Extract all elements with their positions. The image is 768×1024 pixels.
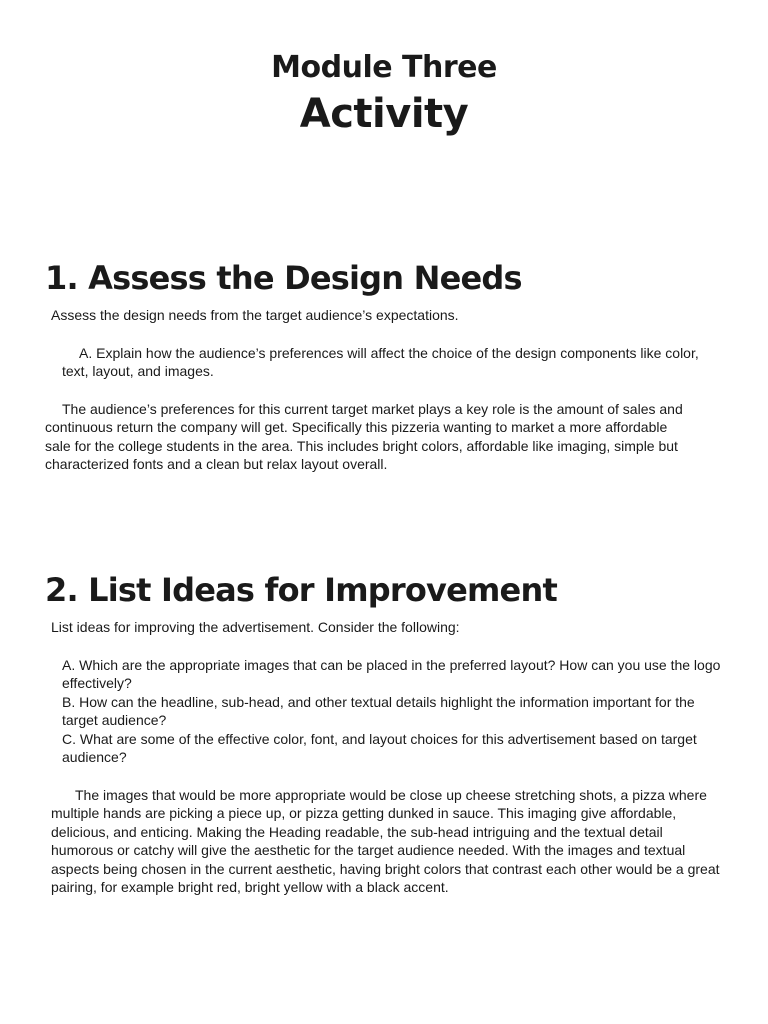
question-list [0, 656, 722, 767]
question-c: C. What are some of the effective color, font, and layout choices for this advertisement based on target audience? [62, 730, 697, 765]
section-intro: Assess the design needs from the target audience’s expectations. [51, 307, 459, 323]
question-a: A. Explain how the audience’s preferences will affect the choice of the design components like color, text, layout, and images. [62, 344, 699, 379]
section-assess-design-needs [0, 256, 768, 474]
module-title: Module Three [271, 50, 497, 85]
activity-title: Activity [299, 91, 469, 137]
title-block [0, 48, 768, 140]
answer-paragraph: The images that would be more appropriate would be close up cheese stretching shots, a pizza where multiple hands are picking a piece up, or pizza getting dunked in sauce. This imaging give affordable, delicious, and enticing. Making the Heading readable, the sub-head intriguing and the textual detail humorous or catchy will give the aesthetic for the target audience needed. With the images and textual aspects being chosen in the current aesthetic, having bright colors that contrast each other would be a great pairing, for example bright red, bright yellow with a black accent. [51, 786, 720, 895]
section-heading: 1. Assess the Design Needs [45, 259, 522, 297]
section-ideas-for-improvement [0, 568, 768, 897]
section-intro: List ideas for improving the advertisement. Consider the following: [51, 619, 460, 635]
question-b: B. How can the headline, sub-head, and other textual details highlight the information important for the target audience? [62, 693, 695, 728]
question-a: A. Which are the appropriate images that can be placed in the preferred layout? How can you use the logo effectively? [62, 656, 721, 691]
answer-paragraph: The audience’s preferences for this current target market plays a key role is the amount of sales and continuous return the company will get. Specifically this pizzeria wanting to market a more affordable sale for the college students in the area. This includes bright colors, affordable like imaging, simple but characterized fonts and a clean but relax layout overall. [45, 400, 683, 472]
section-heading: 2. List Ideas for Improvement [45, 571, 557, 609]
